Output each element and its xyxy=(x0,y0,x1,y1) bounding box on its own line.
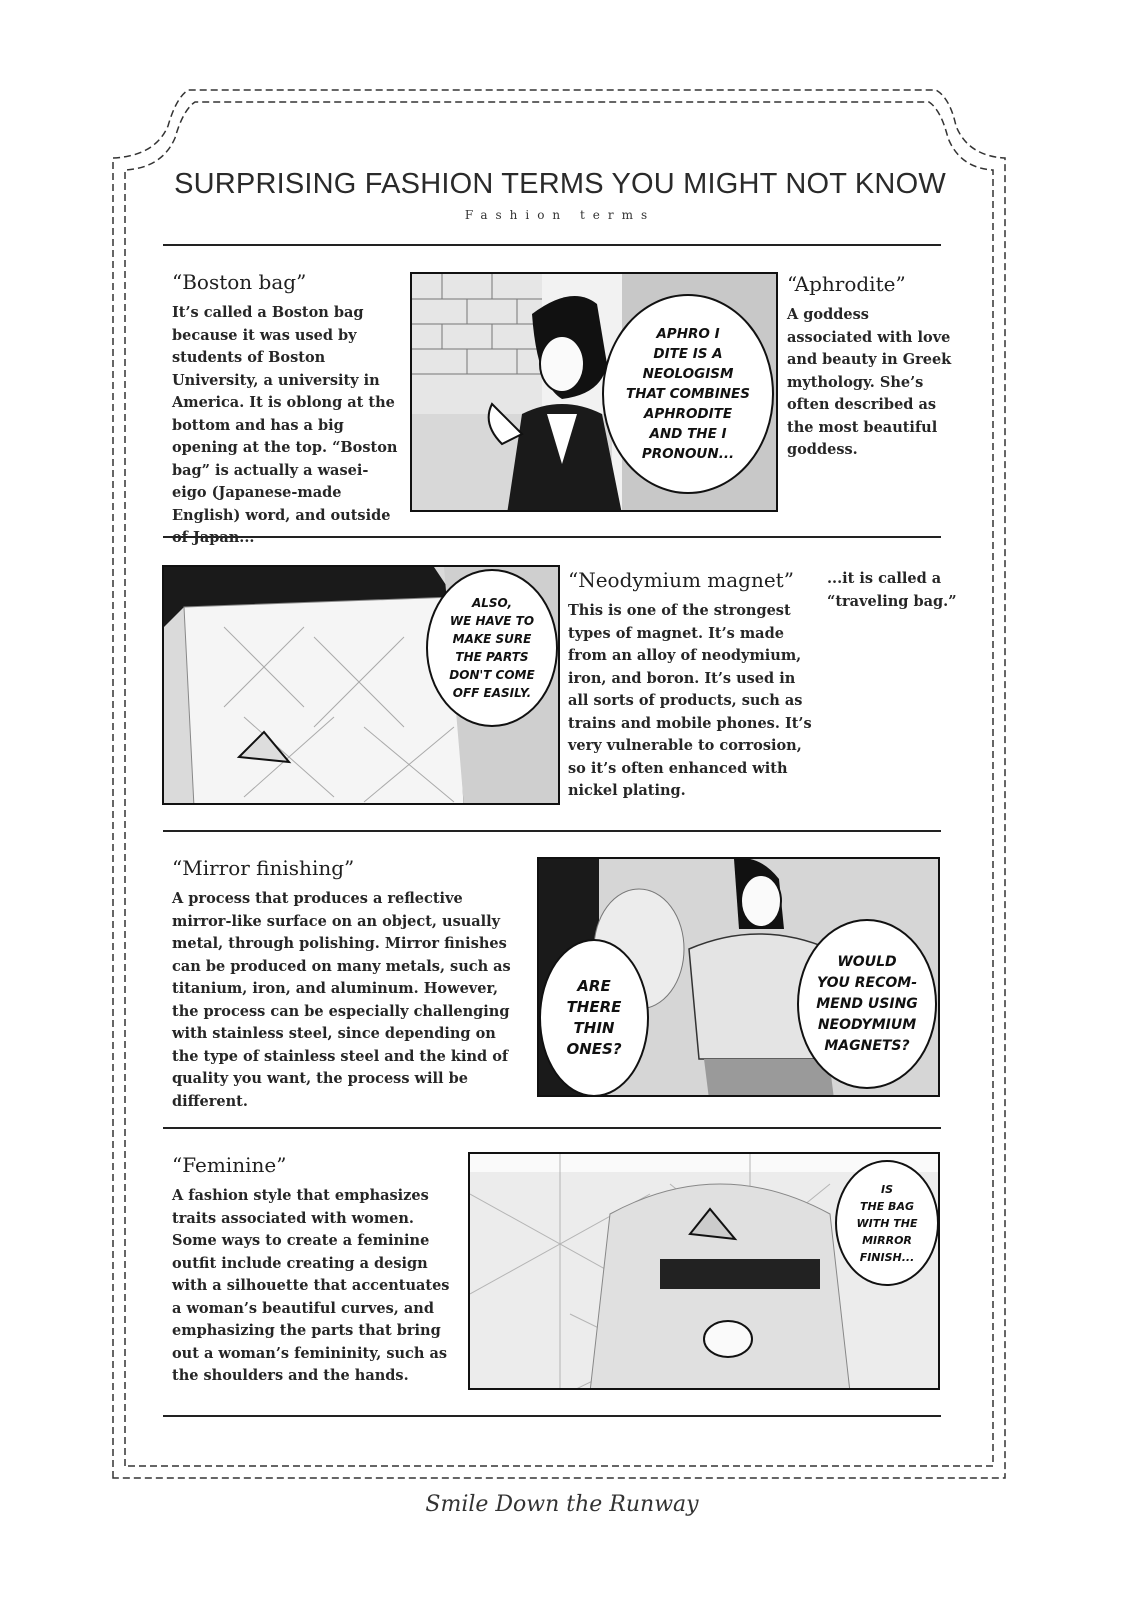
manga-panel-conversation xyxy=(537,857,940,1097)
speech-bubble xyxy=(835,1160,939,1286)
term-body: This is one of the strongest types of magnet. It’s made from an alloy of neodymium, iron, and boron. It’s used in all sorts of products, such as trains and mobile phones. It’s very vulnerable to corrosion, so it’s often enhanced with nickel plating. xyxy=(568,602,812,799)
speech-bubble xyxy=(426,569,558,727)
speech-text: ALSO, WE HAVE TO MAKE SURE THE PARTS DON'T COME OFF EASILY. xyxy=(449,596,535,700)
page-subtitle: Fashion terms xyxy=(464,208,656,222)
divider xyxy=(163,1415,941,1417)
term-aphrodite xyxy=(787,272,957,462)
page-title: SURPRISING FASHION TERMS YOU MIGHT NOT KNOW xyxy=(174,168,946,200)
manga-panel-aphrodite xyxy=(410,272,778,512)
term-body: A fashion style that emphasizes traits associated with women. Some ways to create a feminine outfit include creating a design with a silhouette that accentuates a woman’s beautiful curves, and emphasizing the parts that bring out a woman’s femininity, such as the shoulders and the hands. xyxy=(172,1187,450,1384)
manga-panel-mirror-reflection xyxy=(468,1152,940,1390)
term-body: A goddess associated with love and beauty in Greek mythology. She’s often described as the most beautiful goddess. xyxy=(787,306,952,458)
speech-text: WOULD YOU RECOM- MEND USING NEODYMIUM MAGNETS? xyxy=(816,953,918,1054)
footer-logo: Smile Down the Runway xyxy=(425,1492,699,1517)
manga-panel-bag-closeup xyxy=(162,565,560,805)
term-body: ...it is called a “traveling bag.” xyxy=(827,570,957,610)
speech-bubble-right xyxy=(797,919,937,1089)
term-heading: “Boston bag” xyxy=(172,270,307,294)
term-feminine xyxy=(172,1153,462,1388)
speech-text: APHRO I DITE IS A NEOLOGISM THAT COMBINES APHRODITE AND THE I PRONOUN... xyxy=(626,326,750,462)
term-mirror-finishing xyxy=(172,856,524,1113)
term-body: A process that produces a reflective mirror-like surface on an object, usually metal, through polishing. Mirror finishes can be produced on many metals, such as titanium, iron, and aluminum. However, the process can be especially challenging with stainless steel, since depending on the type of stainless steel and the kind of quality you want, the process will be different. xyxy=(172,890,511,1110)
speech-text: IS THE BAG WITH THE MIRROR FINISH... xyxy=(856,1182,918,1264)
term-heading: “Aphrodite” xyxy=(787,272,906,296)
divider xyxy=(163,244,941,246)
divider xyxy=(163,830,941,832)
speech-bubble-left xyxy=(539,939,649,1097)
term-heading: “Mirror finishing” xyxy=(172,856,355,880)
term-neodymium-magnet xyxy=(568,568,818,803)
term-boston-bag xyxy=(172,270,400,550)
speech-text: ARE THERE THIN ONES? xyxy=(566,977,622,1058)
speech-bubble xyxy=(602,294,774,494)
term-heading: “Feminine” xyxy=(172,1153,287,1177)
term-boston-bag-continued xyxy=(827,568,957,613)
term-body: It’s called a Boston bag because it was used by students of Boston University, a university in America. It is oblong at the bottom and has a big opening at the top. “Boston bag” is actually a wasei-eigo (Japanese-made English) word, and outside of Japan... xyxy=(172,304,398,546)
divider xyxy=(163,1127,941,1129)
term-heading: “Neodymium magnet” xyxy=(568,568,794,592)
